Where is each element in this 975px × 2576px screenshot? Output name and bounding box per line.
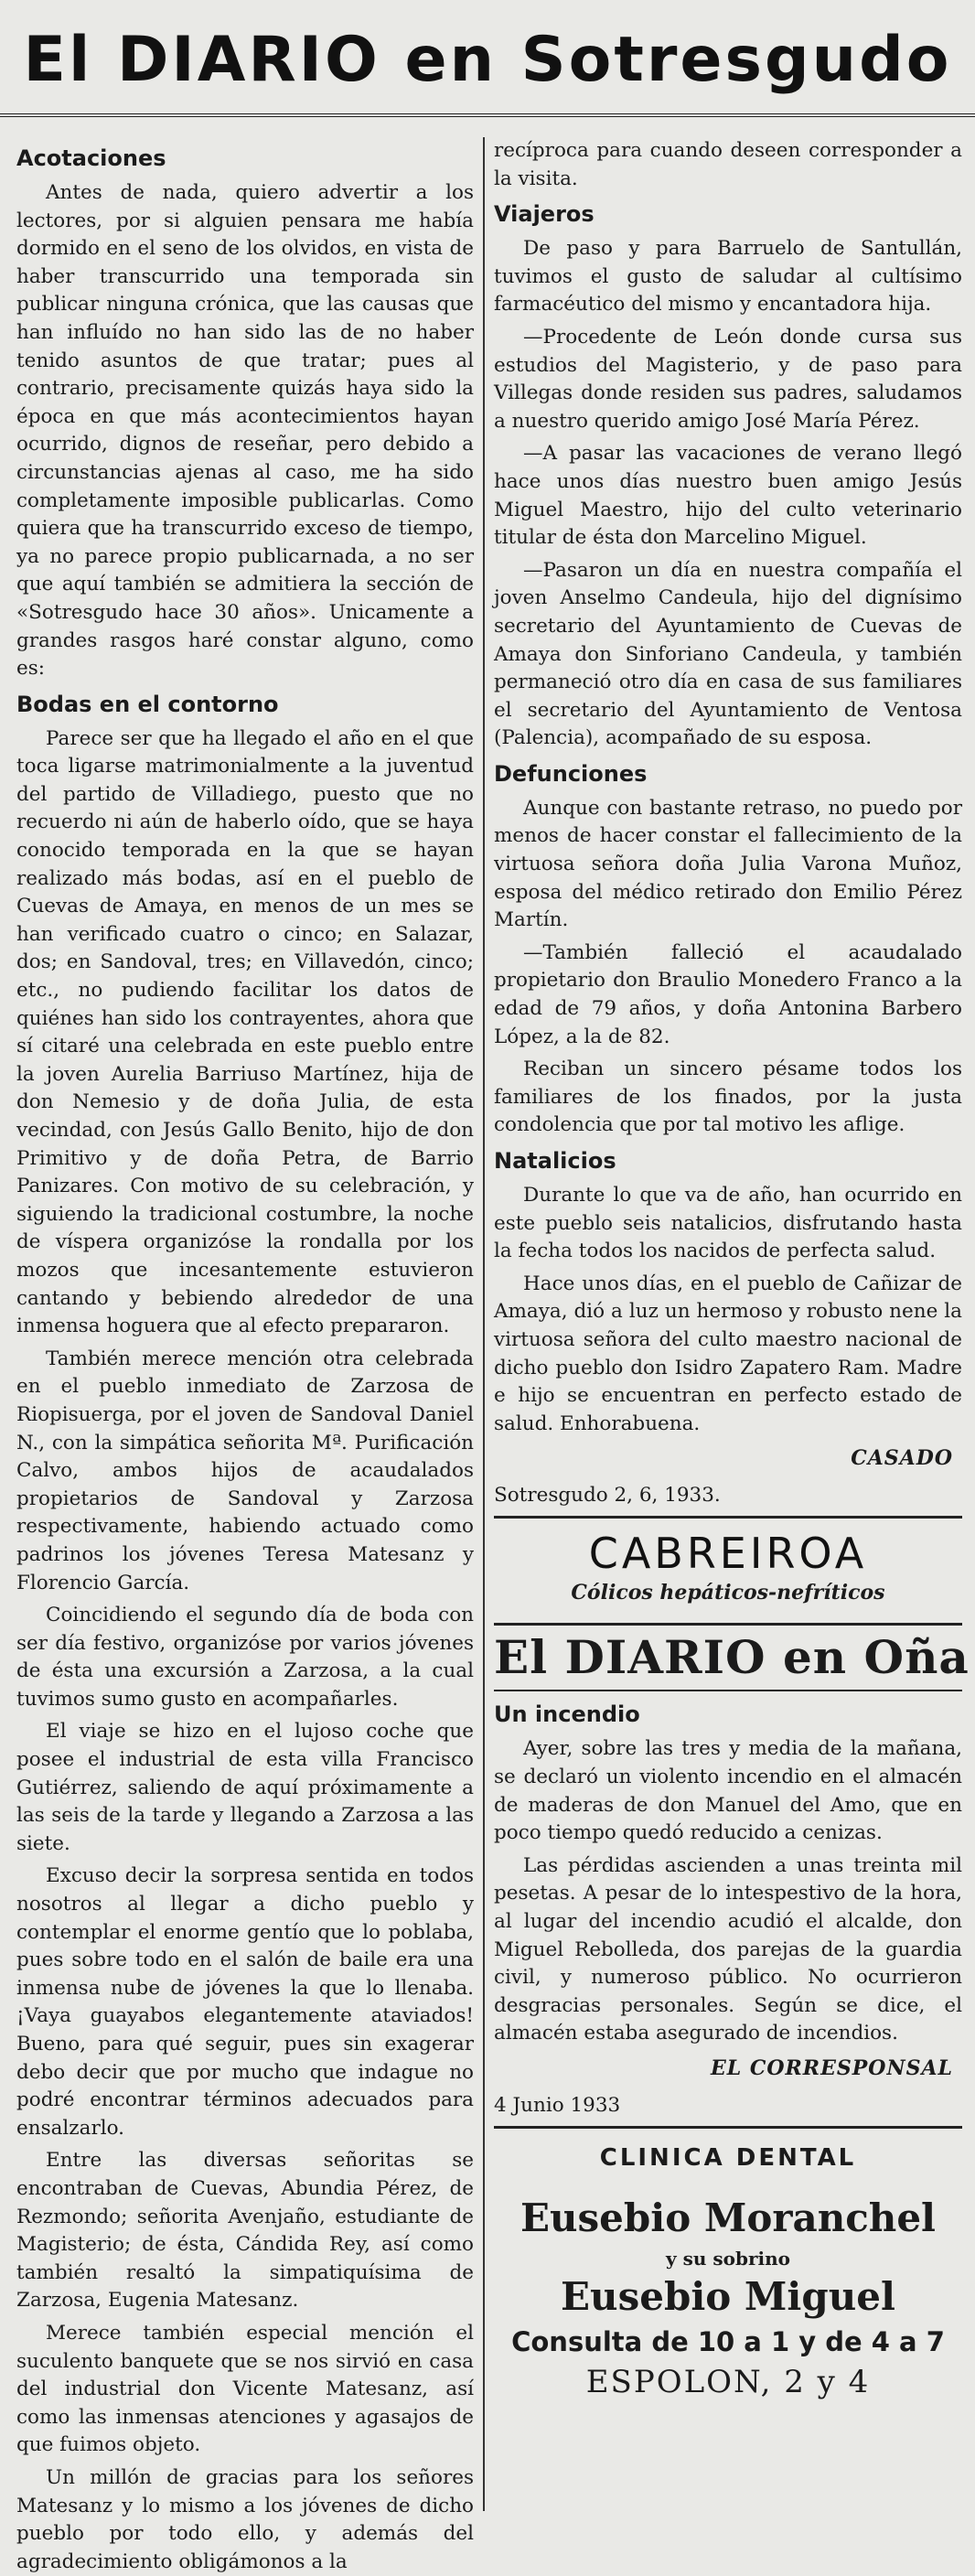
paragraph: Merece también especial mención el suculento banquete que se nos sirvió en casa del industrial don Vicente Matesanz, así como las inmensas atenciones y agasajos de que fuimos objeto. xyxy=(16,2321,474,2457)
section-heading-defunciones: Defunciones xyxy=(494,760,648,787)
masthead-title: El DIARIO en Sotresgudo xyxy=(23,24,952,96)
masthead xyxy=(0,0,975,117)
paragraph: Durante lo que va de año, han ocurrido en este pueblo seis natalicios, disfrutando hasta la fecha todos los nacidos de perfecta salud. xyxy=(494,1184,962,1263)
clinic-address: ESPOLON, 2 y 4 xyxy=(585,2363,871,2400)
ad-clinica-dental xyxy=(494,2126,962,2403)
paragraph: Ayer, sobre las tres y media de la mañana, se declaró un violento incendio en el almacén de maderas de don Manuel del Amo, que en poco tiempo quedó reducido a cenizas. xyxy=(494,1737,962,1845)
ad-brand: CABREIROA xyxy=(588,1529,868,1579)
paragraph: Un millón de gracias para los señores Matesanz y lo mismo a los jóvenes de dicho pueblo por todo ello, y además del agradecimiento obligámonos a la xyxy=(16,2465,474,2573)
clinic-sub: y su sobrino xyxy=(666,2247,790,2270)
paragraph: Excuso decir la sorpresa sentida en todos nosotros al llegar a dicho pueblo y contemplar el enorme gentío que lo poblaba, pues sobre todo en el salón de baile era una inmensa nube de jóvenes la que lo llenaba. ¡Vaya guayabos elegantemente ataviados! Bueno, para qué seguir, pues sin exagerar debo decir que por mucho que indague no podré encontrar términos adecuados para ensalzarlo. xyxy=(16,1864,474,2140)
section-heading-incendio: Un incendio xyxy=(494,1701,640,1728)
paragraph: —Procedente de León donde cursa sus estudios del Magisterio, y de paso para Villegas donde residen sus padres, saludamos a nuestro querido amigo José María Pérez. xyxy=(494,325,962,433)
ad-cabreiroa xyxy=(494,1516,962,1617)
paragraph: Coincidiendo el segundo día de boda con ser día festivo, organizóse por varios jóvenes de ésta una excursión a Zarzosa, a la cual tuvimos sumo gusto en acompañarles. xyxy=(16,1604,474,1711)
paragraph: Aunque con bastante retraso, no puedo por menos de hacer constar el fallecimiento de la virtuosa señora doña Julia Varona Muñoz, esposa del médico retirado don Emilio Pérez Martín. xyxy=(494,796,962,932)
dateline-sotresgudo: Sotresgudo 2, 6, 1933. xyxy=(494,1484,721,1508)
ad-tagline: Cólicos hepáticos-nefríticos xyxy=(571,1581,885,1605)
section-heading-acotaciones: Acotaciones xyxy=(16,145,166,171)
section-heading-bodas: Bodas en el contorno xyxy=(16,691,279,717)
paragraph: Reciban un sincero pésame todos los familiares de los finados, por la justa condolencia que por tal motivo les aflige. xyxy=(494,1057,962,1137)
right-column xyxy=(494,137,970,2506)
column-rule xyxy=(483,137,485,2511)
paragraph: Las pérdidas ascienden a unas treinta mil pesetas. A pesar de lo intespestivo de la hora, al lugar del incendio acudió el alcalde, don Miguel Rebolleda, dos parejas de la guardia civil, y numeroso público. No ocurrieron desgracias personales. Según se dice, el almacén estaba asegurado de incendios. xyxy=(494,1853,962,2045)
signature-casado: CASADO xyxy=(851,1446,953,1471)
paragraph: También merece mención otra celebrada en el pueblo inmediato de Zarzosa de Riopisuerga, por el joven de Sandoval Daniel N., con la simpática señorita Mª. Purificación Calvo, ambos hijos de acaudalados propietarios de Sandoval y Zarzosa respectivamente, habiendo actuado como padrinos los jóvenes Teresa Matesanz y Florencio García. xyxy=(16,1347,474,1594)
section-heading-viajeros: Viajeros xyxy=(494,201,595,228)
clinic-label: CLINICA DENTAL xyxy=(599,2143,857,2172)
ona-section-title: El DIARIO en Oña xyxy=(494,1623,962,1691)
section-heading-natalicios: Natalicios xyxy=(494,1148,616,1174)
clinic-name-2: Eusebio Miguel xyxy=(561,2273,895,2319)
paragraph: —A pasar las vacaciones de verano llegó hace unos días nuestro buen amigo Jesús Miguel Maestro, hijo del culto veterinario titular de ésta don Marcelino Miguel. xyxy=(494,442,962,550)
clinic-hours: Consulta de 10 a 1 y de 4 a 7 xyxy=(511,2325,945,2357)
left-column xyxy=(16,137,474,2573)
continuation-text: recíproca para cuando deseen corresponder a la visita. xyxy=(494,139,962,190)
paragraph: —También falleció el acaudalado propietario don Braulio Monedero Franco a la edad de 79 años, y doña Antonina Barbero López, a la de 82. xyxy=(494,940,962,1048)
paragraph: Parece ser que ha llegado el año en el que toca ligarse matrimonialmente a la juventud del partido de Villadiego, puesto que no recuerdo ni aún de haberlo oído, que se haya conocido temporada en la que se hayan realizado más bodas, así en el pueblo de Cuevas de Amaya, en menos de un mes se han verificado cuatro o cinco; en Salazar, dos; en Sandoval, tres; en Villavedón, cinco; etc., no pudiendo facilitar los datos de quiénes han sido los contrayentes, ahora que sí citaré una celebrada en este pueblo entre la joven Aurelia Barriuso Martínez, hija de don Nemesio y de doña Julia, de esta vecindad, con Jesús Gallo Benito, hijo de don Primitivo y de doña Petra, de Barrio Panizares. Con motivo de su celebración, y siguiendo la tradicional costumbre, la noche de víspera organizóse la rondalla por los mozos que incesantemente estuvieron cantando y bebiendo alrededor de una inmensa hoguera que al efecto prepararon. xyxy=(16,726,474,1338)
clinic-name: Eusebio Moranchel xyxy=(520,2195,937,2240)
paragraph: —Pasaron un día en nuestra compañía el joven Anselmo Candeula, hijo del dignísimo secretario del Ayuntamiento de Cuevas de Amaya don Sinforiano Candeula, y también permaneció otro día en casa de sus familiares el secretario del Ayuntamiento de Ventosa (Palencia), acompañado de su esposa. xyxy=(494,558,962,750)
paragraph: Hace unos días, en el pueblo de Cañizar de Amaya, dió a luz un hermoso y robusto nene la virtuosa señora del culto maestro nacional de dicho pueblo don Isidro Zapatero Ram. Madre e hijo se encuentran en perfecto estado de salud. Enhorabuena. xyxy=(494,1272,962,1435)
paragraph: El viaje se hizo en el lujoso coche que posee el industrial de esta villa Francisco Gutiérrez, saliendo de aquí próximamente a las seis de la tarde y llegando a Zarzosa a las siete. xyxy=(16,1720,474,1855)
paragraph: Antes de nada, quiero advertir a los lectores, por si alguien pensara me había dormido en el seno de los olvidos, en vista de haber transcurrido una temporada sin publicar ninguna crónica, que las causas que han influído no han sido las de no haber tenido asuntos de que tratar; pues al contrario, precisamente quizás haya sido la época en que más acontecimientos hayan ocurrido, dignos de reseñar, pero debido a circunstancias ajenas al caso, me ha sido completamente imposible publicarlas. Como quiera que ha transcurrido exceso de tiempo, ya no parece propio publicarnada, a no ser que aquí también se admitiera la sección de «Sotresgudo hace 30 años». Unicamente a grandes rasgos haré constar alguno, como es: xyxy=(16,181,474,681)
paragraph: De paso y para Barruelo de Santullán, tuvimos el gusto de saludar al cultísimo farmacéutico del mismo y encantadora hija. xyxy=(494,237,962,317)
signature-corresponsal: EL CORRESPONSAL xyxy=(710,2055,953,2080)
paragraph: Entre las diversas señoritas se encontraban de Cuevas, Abundia Pérez, de Rezmondo; señorita Avenjaño, estudiante de Magisterio; de ésta, Cándida Rey, así como también resaltó la simpatiquísima de Zarzosa, Eugenia Matesanz. xyxy=(16,2149,474,2313)
dateline-ona: 4 Junio 1933 xyxy=(494,2093,621,2117)
